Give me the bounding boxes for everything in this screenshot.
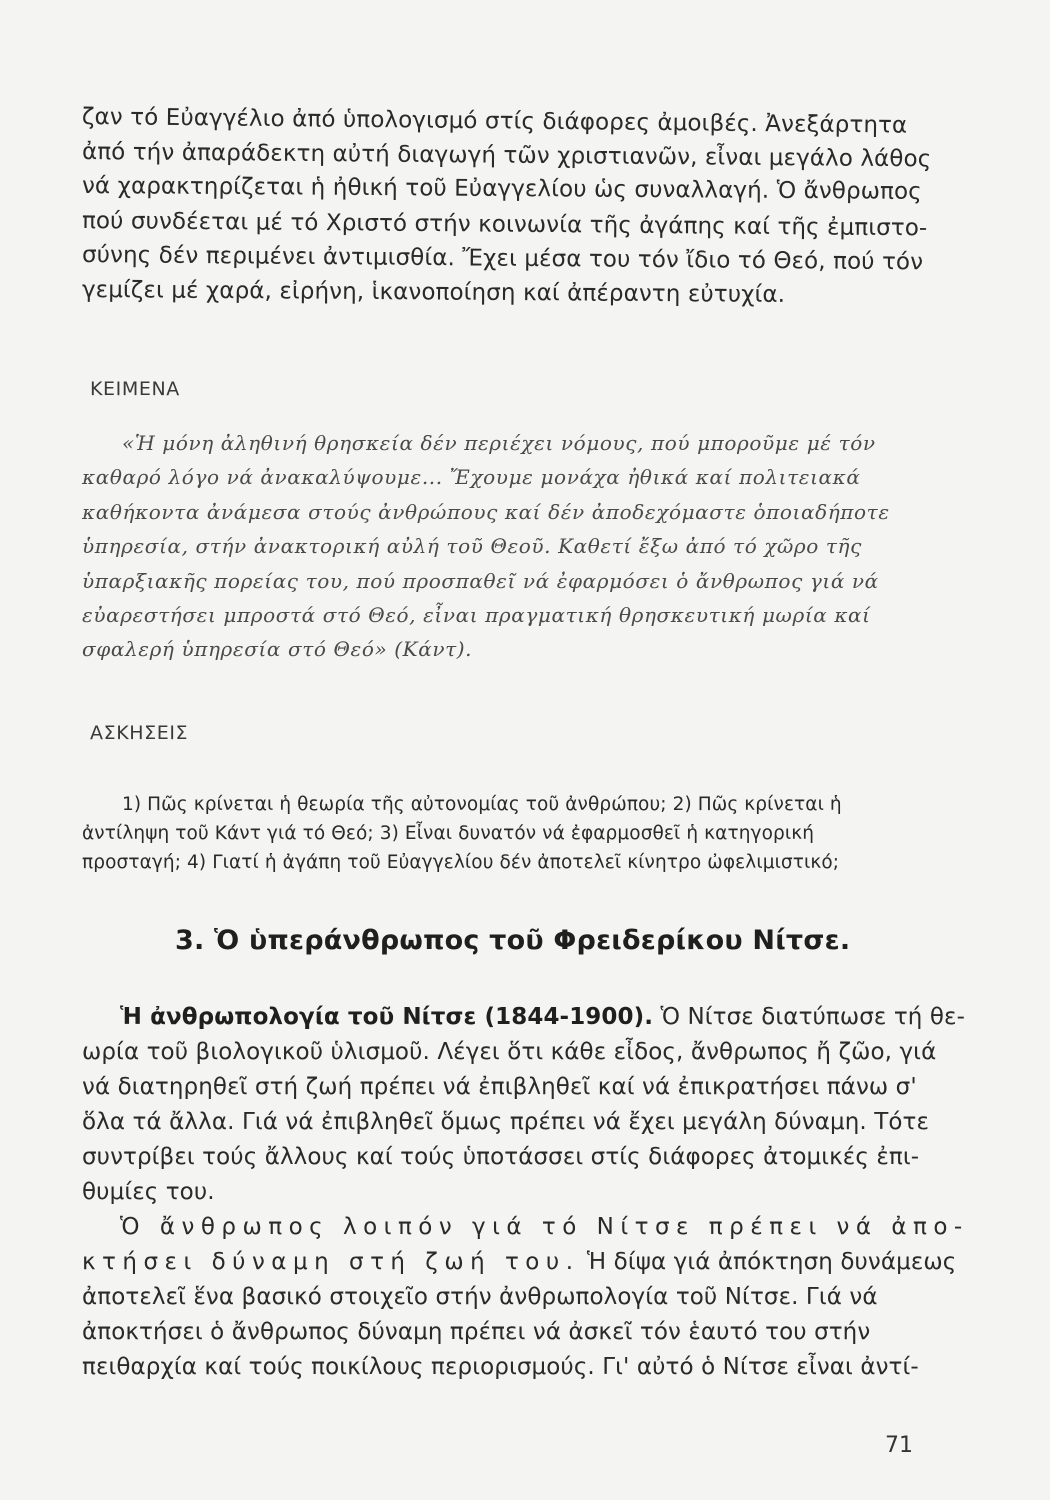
lead-bold: Ἡ ἀνθρωπολογία τοῦ Νίτσε (1844-1900). <box>120 1004 654 1030</box>
quote-line: ὑπηρεσία, στήν ἀνακτορική αὐλή τοῦ Θεοῦ. Καθετί ἔξω ἀπό τό χῶρο τῆς <box>82 534 862 559</box>
text-line: πειθαρχία καί τούς ποικίλους περιορισμούς. Γι' αὐτό ὁ Νίτσε εἶναι ἀντί- <box>82 1354 919 1380</box>
text-line: πού συνδέεται μέ τό Χριστό στήν κοινωνία τῆς ἀγάπης καί τῆς ἐμπιστο- <box>81 207 928 241</box>
text-line: ἀποκτήσει ὁ ἄνθρωπος δύναμη πρέπει νά ἀσκεῖ τόν ἑαυτό του στήν <box>82 1319 871 1345</box>
spaced-line: Ὁ ἄνθρωπος λοιπόν γιά τό Νίτσε πρέπει νά ἀπο- <box>120 1214 969 1240</box>
text-line: ἀποτελεῖ ἕνα βασικό στοιχεῖο στήν ἀνθρωπολογία τοῦ Νίτσε. Γιά νά <box>82 1284 878 1310</box>
text-line: γεμίζει μέ χαρά, εἰρήνη, ἱκανοποίηση καί ἀπέραντη εὐτυχία. <box>81 276 786 308</box>
page-number: 71 <box>885 1433 913 1458</box>
quote-line: εὐαρεστήσει μπροστά στό Θεό, εἶναι πραγματική θρησκευτική μωρία καί <box>82 603 871 628</box>
exercise-line: 1) Πῶς κρίνεται ἡ θεωρία τῆς αὐτονομίας τοῦ ἀνθρώπου; 2) Πῶς κρίνεται ἡ <box>122 794 842 815</box>
quote-line: «Ἡ μόνη ἀληθινή θρησκεία δέν περιέχει νόμους, πού μποροῦμε μέ τόν <box>122 431 876 455</box>
section-heading: 3. Ὁ ὑπεράνθρωπος τοῦ Φρειδερίκου Νίτσε. <box>175 925 851 956</box>
quote-line: καθήκοντα ἀνάμεσα στούς ἀνθρώπους καί δέν ἀποδεχόμαστε ὁποιαδήποτε <box>82 499 890 524</box>
kant-quote <box>82 426 932 667</box>
text-line: σύνης δέν περιμένει ἀντιμισθία. Ἔχει μέσα του τόν ἴδιο τό Θεό, πού τόν <box>81 242 924 276</box>
nietzsche-section <box>82 1000 969 1385</box>
lead-rest: Ὁ Νίτσε διατύπωσε τή θε- <box>653 1004 965 1030</box>
text-line: ωρία τοῦ βιολογικοῦ ὑλισμοῦ. Λέγει ὅτι κάθε εἶδος, ἄνθρωπος ἤ ζῶο, γιά <box>82 1039 937 1065</box>
text-line: συντρίβει τούς ἄλλους καί τούς ὑποτάσσει στίς διάφορες ἀτομικές ἐπι- <box>82 1144 920 1170</box>
quote-line: ὑπαρξιακῆς πορείας του, πού προσπαθεῖ νά ἐφαρμόσει ὁ ἄνθρωπος γιά νά <box>82 568 879 593</box>
exercise-line: προσταγή; 4) Γιατί ἡ ἀγάπη τοῦ Εὐαγγελίου δέν ἀποτελεῖ κίνητρο ὠφελιμιστικό; <box>82 852 840 873</box>
quote-line: σφαλερή ὑπηρεσία στό Θεό» (Κάντ). <box>82 637 473 662</box>
exercises <box>82 790 932 877</box>
text-line: ζαν τό Εὐαγγέλιο ἀπό ὑπολογισμό στίς διάφορες ἀμοιβές. Ἀνεξάρτητα <box>81 104 908 139</box>
spaced-text: κτήσει δύναμη στή ζωή του. <box>82 1249 580 1275</box>
text-line: νά διατηρηθεῖ στή ζωή πρέπει νά ἐπιβληθεῖ καί νά ἐπικρατήσει πάνω σ' <box>82 1074 917 1100</box>
keimena-label: ΚΕΙΜΕΝΑ <box>90 378 180 400</box>
quote-line: καθαρό λόγο νά ἀνακαλύψουμε... Ἔχουμε μονάχα ἠθικά καί πολιτειακά <box>82 465 861 490</box>
text-line: θυμίες του. <box>82 1179 215 1205</box>
text-line: ἀπό τήν ἀπαράδεκτη αὐτή διαγωγή τῶν χριστιανῶν, εἶναι μεγάλο λάθος <box>81 138 932 172</box>
exercise-line: ἀντίληψη τοῦ Κάντ γιά τό Θεό; 3) Εἶναι δυνατόν νά ἐφαρμοσθεῖ ἡ κατηγορική <box>82 823 815 844</box>
text-line: ὅλα τά ἄλλα. Γιά νά ἐπιβληθεῖ ὅμως πρέπει νά ἔχει μεγάλη δύναμη. Τότε <box>82 1109 930 1135</box>
mixed-line <box>82 1245 957 1280</box>
intro-paragraph <box>82 100 932 307</box>
askiseis-label: ΑΣΚΗΣΕΙΣ <box>90 722 189 744</box>
lead-line <box>82 1000 965 1035</box>
text-rest: Ἡ δίψα γιά ἀπόκτηση δυνάμεως <box>579 1249 957 1275</box>
text-line: νά χαρακτηρίζεται ἡ ἠθική τοῦ Εὐαγγελίου ὡς συναλλαγή. Ὁ ἄνθρωπος <box>81 173 922 205</box>
